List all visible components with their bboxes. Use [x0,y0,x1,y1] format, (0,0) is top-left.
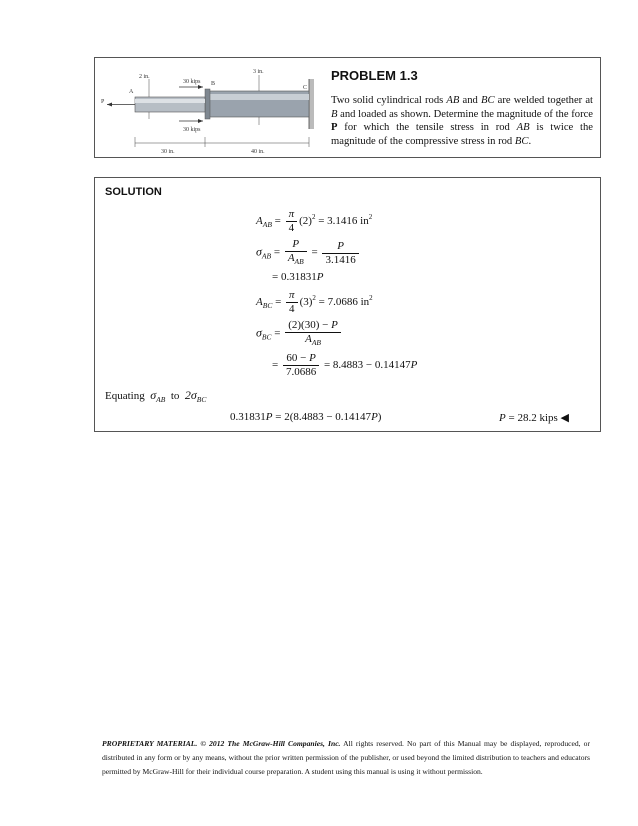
len-right-label: 40 in. [251,149,265,155]
final-equation: 0.31831P = 2(8.4883 − 0.14147P) [230,411,382,423]
load-top-label: 30 kips [183,79,201,85]
rod-figure [99,61,325,156]
equation-area-bc: $A_{BC}$ = $\frac{\pi}{4}$ $(3)^2 = 7.0686$ $in^2$ [256,289,373,315]
label-a: A [129,89,134,95]
equation-stress-bc-result: = $\frac{60 - P}{7.0686}$ = 8.4883 − 0.14147P [272,352,418,378]
wall [309,79,314,129]
len-left-label: 30 in. [161,149,175,155]
problem-statement: Two solid cylindrical rods AB and BC are welded together at B and loaded as shown. Determine the magnitude of the force P for which the tensile stress in rod AB is twice the magnitude of the compressive stress in rod BC. [331,95,593,147]
load-bottom-label: 30 kips [183,127,201,133]
label-b: B [211,81,216,87]
problem-box [94,57,601,158]
solution-title: SOLUTION [105,186,162,198]
label-p: P [101,99,105,105]
equating-line: Equating $\sigma_{AB}$ to $2\sigma_{BC}$ [105,388,207,404]
answer-marker-icon: ◀ [560,412,569,424]
collar-b [205,89,210,119]
answer: P = 28.2 kips ◀ [499,412,569,424]
rod-diagram [99,61,325,156]
dim-right-diameter: 3 in. [253,69,264,75]
copyright-footer: PROPRIETARY MATERIAL. © 2012 The McGraw-Hill Companies, Inc. All rights reserved. No part of this Manual may be displayed, reproduced, or distributed in any form or by any means, without the prior written permission of the publisher, or used beyond the limited distribution to teachers and educators permitted by McGraw-Hill for their individual course preparation. A student using this manual is using it without permission. [102,739,590,776]
dim-left-diameter: 2 in. [139,74,150,80]
equation-area-ab: $A_{AB}$ = $\frac{\pi}{4}$ $(2)^2 = 3.1416$ $in^2$ [256,208,373,234]
solution-box [94,177,601,432]
equation-stress-ab: $\sigma_{AB}$ = $\frac{P}{A_{AB}}$ = $\frac{P}{3.1416}$ [256,238,361,268]
equation-stress-ab-result: = 0.31831P [272,271,324,283]
equation-stress-bc: $\sigma_{BC}$ = $\frac{(2)(30) - P}{A_{AB}}$ [256,319,343,349]
label-c: C [303,85,308,91]
problem-title: PROBLEM 1.3 [331,68,418,83]
